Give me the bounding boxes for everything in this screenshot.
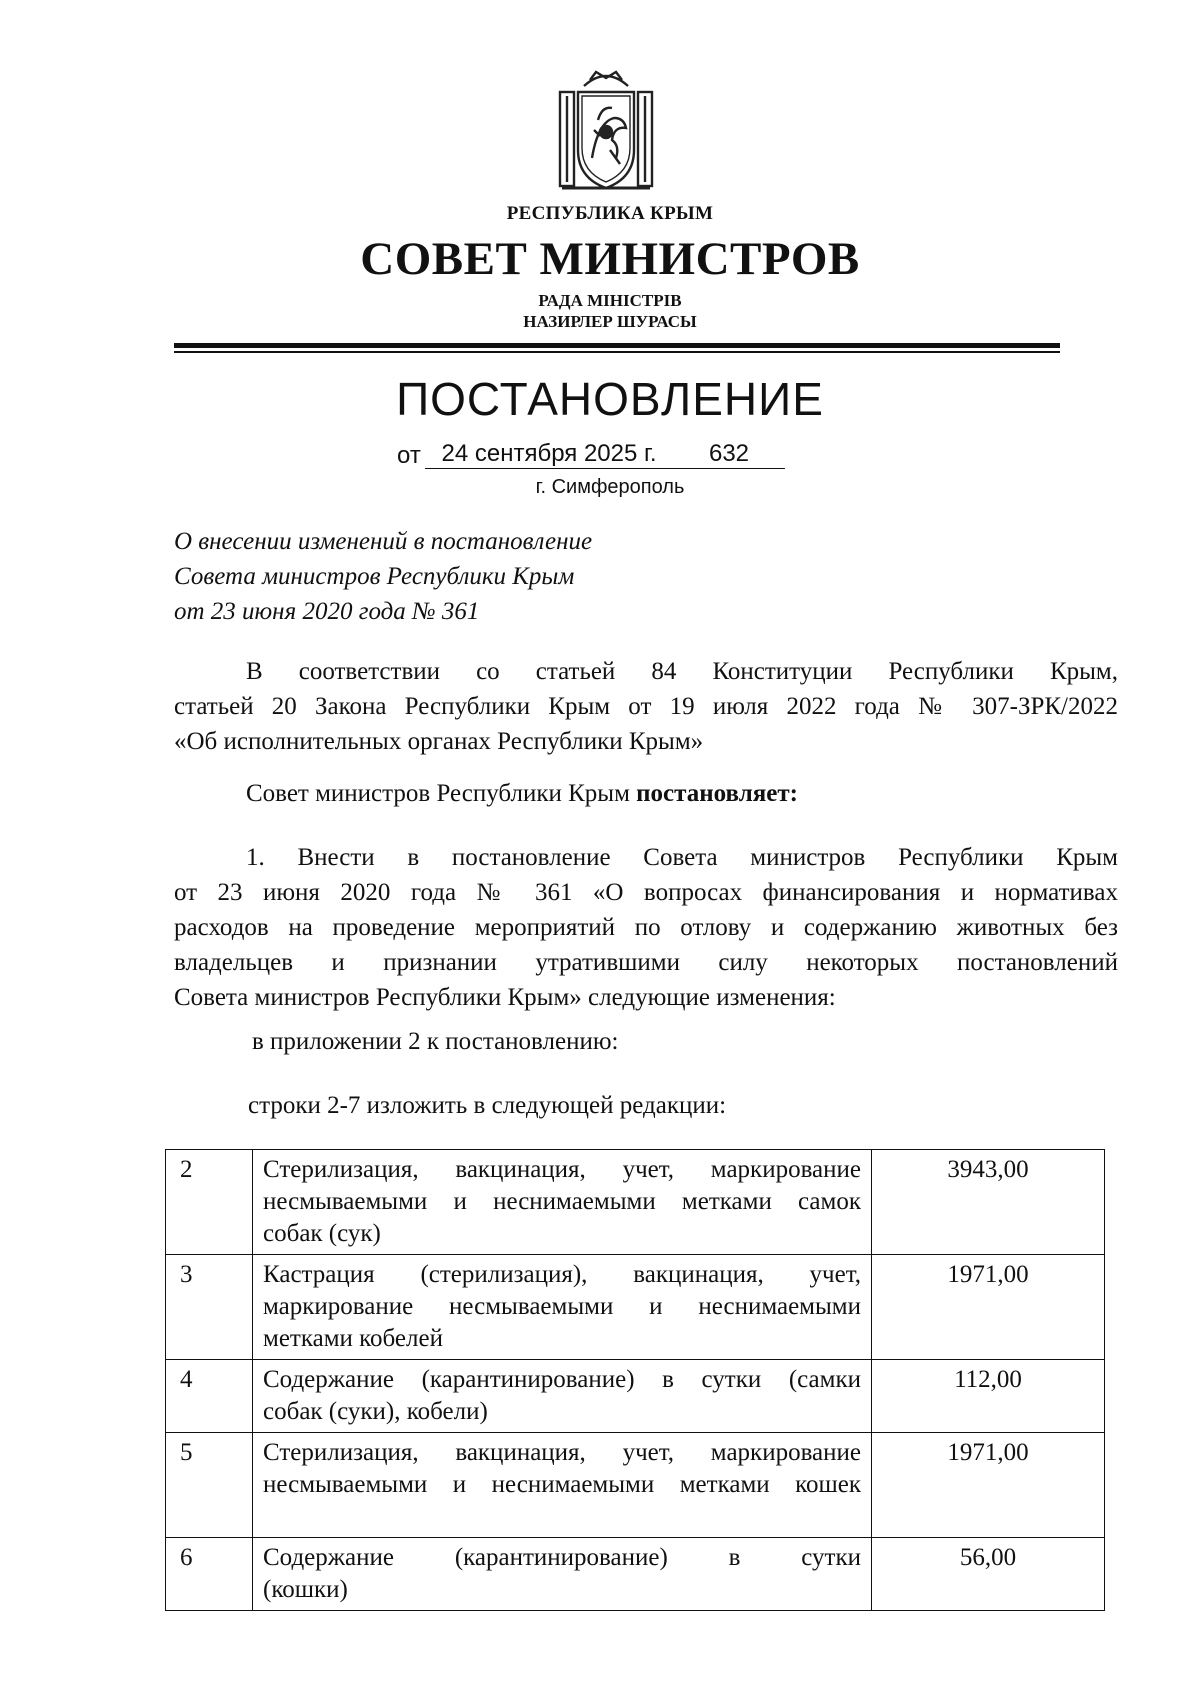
description-line: маркирование несмываемыми и неснимаемыми <box>263 1293 861 1320</box>
date-number-line <box>397 440 817 470</box>
row-description <box>253 1433 872 1538</box>
row-value: 3943,00 <box>872 1150 1105 1255</box>
description-line: несмываемыми и неснимаемыми метками самок <box>263 1188 861 1215</box>
description-line: собак (сук) <box>263 1220 381 1247</box>
table-row <box>166 1360 1105 1433</box>
item-1-paragraph <box>174 840 1118 1015</box>
subject-line: О внесении изменений в постановление <box>174 528 593 555</box>
description-line: собак (суки), кобели) <box>263 1398 488 1425</box>
description-line: Содержание (карантинирование) в сутки <box>263 1544 861 1571</box>
row-description <box>253 1150 872 1255</box>
item-1-line: расходов на проведение мероприятий по отлову и содержанию животных без <box>174 914 1118 941</box>
row-value: 112,00 <box>872 1360 1105 1433</box>
preamble-line: В соответствии со статьей 84 Конституции Республики Крым, <box>246 658 1118 685</box>
description-line: Стерилизация, вакцинация, учет, маркирование <box>263 1439 861 1466</box>
document-city: г. Симферополь <box>535 476 685 498</box>
row-number: 2 <box>166 1150 253 1255</box>
row-description <box>253 1538 872 1611</box>
date-prefix: от <box>397 442 421 469</box>
document-number: 632 <box>673 440 785 469</box>
council-title-ukrainian: РАДА МІНІСТРІВ <box>538 291 682 310</box>
table-row <box>166 1150 1105 1255</box>
row-value: 1971,00 <box>872 1433 1105 1538</box>
row-value: 56,00 <box>872 1538 1105 1611</box>
header-divider-thin <box>174 351 1060 353</box>
resolves-prefix: Совет министров Республики Крым <box>246 780 630 807</box>
preamble-paragraph <box>174 654 1118 759</box>
description-line: Содержание (карантинирование) в сутки (самки <box>263 1366 861 1393</box>
subject-line: Совета министров Республики Крым <box>174 563 575 590</box>
council-title: СОВЕТ МИНИСТРОВ <box>360 233 860 285</box>
description-line: (кошки) <box>263 1576 348 1603</box>
preamble-line: статьей 20 Закона Республики Крым от 19 июля 2022 года № 307-ЗРК/2022 <box>174 693 1118 720</box>
council-title-crimean-tatar: НАЗИРЛЕР ШУРАСЫ <box>523 312 697 331</box>
resolves-verb: постановляет: <box>636 780 798 807</box>
document-subject <box>174 524 592 629</box>
row-description <box>253 1360 872 1433</box>
header-divider-thick <box>174 343 1060 348</box>
row-number: 4 <box>166 1360 253 1433</box>
description-line: Кастрация (стерилизация), вакцинация, учет, <box>263 1261 861 1288</box>
republic-name: РЕСПУБЛИКА КРЫМ <box>506 203 714 224</box>
table-row <box>166 1433 1105 1538</box>
item-1-line: 1. Внести в постановление Совета министров Республики Крым <box>246 844 1118 871</box>
rows-instruction-line: строки 2-7 изложить в следующей редакции: <box>248 1092 727 1119</box>
description-line: Стерилизация, вакцинация, учет, маркирование <box>263 1156 861 1183</box>
description-line: несмываемыми и неснимаемыми метками кошек <box>263 1471 861 1498</box>
preamble-line: «Об исполнительных органах Республики Крым» <box>174 728 704 755</box>
rates-table <box>165 1149 1105 1611</box>
row-value: 1971,00 <box>872 1255 1105 1360</box>
item-1-line: Совета министров Республики Крым» следующие изменения: <box>174 984 836 1011</box>
item-1-line: владельцев и признании утратившими силу некоторых постановлений <box>174 949 1118 976</box>
crimea-coat-of-arms-icon <box>554 66 658 194</box>
row-number: 3 <box>166 1255 253 1360</box>
appendix-line: в приложении 2 к постановлению: <box>252 1028 619 1055</box>
item-1-line: от 23 июня 2020 года № 361 «О вопросах финансирования и нормативах <box>174 879 1118 906</box>
row-number: 5 <box>166 1433 253 1538</box>
document-date: 24 сентября 2025 г. <box>425 440 673 469</box>
resolves-line <box>246 780 798 808</box>
subject-line: от 23 июня 2020 года № 361 <box>174 598 480 625</box>
row-number: 6 <box>166 1538 253 1611</box>
table-row <box>166 1255 1105 1360</box>
table-row <box>166 1538 1105 1611</box>
document-type: ПОСТАНОВЛЕНИЕ <box>396 373 824 425</box>
row-description <box>253 1255 872 1360</box>
description-line: метками кобелей <box>263 1325 443 1352</box>
